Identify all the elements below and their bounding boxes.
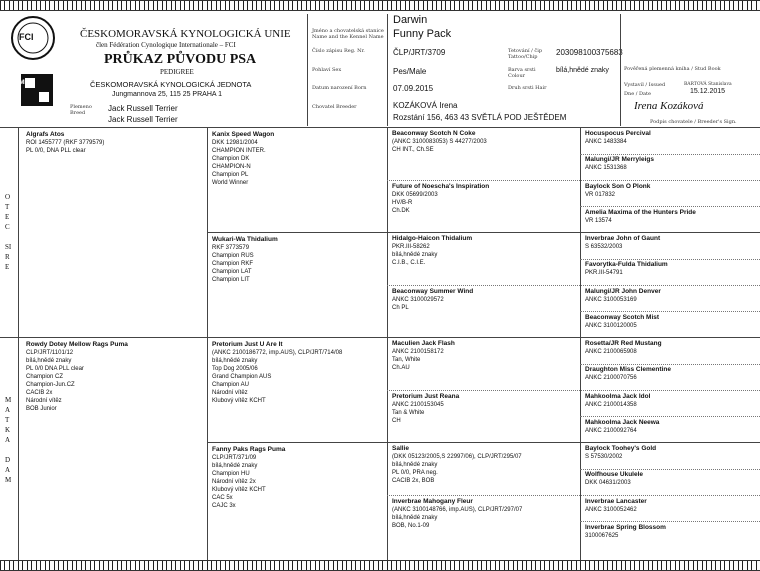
signature-label: Podpis chovatele / Breeder's Sign.: [650, 119, 737, 125]
ancestor-name: Mahkoolma Jack Idol: [585, 392, 651, 400]
ancestor-detail: ANKC 2100065908: [585, 349, 637, 355]
date-label: Dne / Date: [624, 91, 652, 97]
ancestor-detail: ČLP/JRT/371/09: [212, 455, 257, 461]
ancestor-name: Hidalgo-Haicon Thidalium: [392, 235, 473, 242]
issue-date: 15.12.2015: [690, 88, 726, 95]
ancestor-detail: ANKC 1531368: [585, 165, 627, 172]
ancestor-cell: [585, 183, 757, 199]
ancestor-detail: Top Dog 2005/06: [212, 366, 258, 372]
ancestor-detail: Národní vítěz: [26, 398, 62, 404]
ancestor-name: Inverbrae Mahogany Fleur: [392, 497, 473, 505]
ancestor-detail: Klubový vítěz KCHT: [212, 487, 266, 493]
ancestor-name: Draughton Miss Clementine: [585, 366, 671, 374]
breeder-address: Rozstání 156, 463 43 SVĚTLÁ POD JEŠTĚDEM: [393, 113, 567, 122]
org-title-2: ČESKOMORAVSKÁ KYNOLOGICKÁ JEDNOTA: [90, 80, 252, 89]
ancestor-detail: RKF 3773579: [212, 245, 250, 251]
ancestor-name: Favorytka-Fulda Thidalium: [585, 261, 668, 269]
ancestor-detail: CH INT., Ch.SE: [392, 147, 434, 153]
ancestor-name: Pretorium Just Reana: [392, 392, 460, 400]
ancestor-name: Beaconway Summer Wind: [392, 287, 474, 295]
ancestor-cell: [392, 393, 577, 425]
breeder-name: KOZÁKOVÁ Irena: [393, 101, 458, 110]
ancestor-name: Hocuspocus Percival: [585, 130, 651, 137]
ancestor-detail: BOB, No.1-09: [392, 522, 430, 529]
org-address: Jungmannova 25, 115 25 PRAHA 1: [112, 91, 223, 98]
ancestor-name: Rosetta/JR Red Mustang: [585, 340, 662, 347]
ancestor-detail: Champion LAT: [212, 269, 252, 275]
fci-cmku-logo: [8, 14, 58, 110]
ancestor-name: Beaconway Scotch N Coke: [392, 130, 476, 137]
born-value: 07.09.2015: [393, 84, 434, 93]
colour-value: bílá,hnědé znaky: [556, 67, 609, 74]
ancestor-detail: ANKC 1483384: [585, 139, 627, 145]
sex-label: Pohlaví Sex: [312, 67, 342, 73]
ancestor-cell: [392, 235, 577, 267]
ancestor-cell: [392, 498, 577, 530]
ancestor-detail: CH: [392, 417, 401, 424]
ancestor-cell: [585, 419, 757, 435]
ancestor-detail: CAC 5x: [212, 495, 233, 501]
ancestor-detail: CACIB 2x, BOB: [392, 478, 435, 484]
ancestor-detail: Champion HU: [212, 471, 250, 477]
ancestor-detail: (ANKC 3100148766, imp.AUS), ČLP/JRT/297/07: [392, 506, 523, 513]
ancestor-detail: ANKC 3100052462: [585, 506, 637, 513]
fci-text: FCI: [19, 32, 34, 42]
ancestor-cell: [26, 341, 204, 413]
ancestor-detail: BOB Junior: [26, 406, 57, 412]
ancestor-detail: DKK 12981/2004: [212, 140, 258, 146]
ancestor-name: Inverbrae Lancaster: [585, 497, 647, 505]
ancestor-detail: bílá,hnědé znaky: [212, 358, 258, 364]
top-border: [0, 0, 760, 11]
ancestor-name: Malungi/JR Merryleigs: [585, 156, 654, 164]
ancestor-cell: [585, 156, 757, 172]
ancestor-cell: [585, 314, 757, 330]
ancestor-cell: [585, 366, 757, 382]
ancestor-detail: S 63532/2003: [585, 244, 623, 250]
cmku-text: ČMKU: [15, 80, 33, 86]
ancestor-cell: [585, 288, 757, 304]
ancestor-name: Baylock Toohey's Gold: [585, 445, 657, 452]
ancestor-detail: (ANKC 3100083053) S 44277/2003: [392, 139, 487, 145]
sex-value: Pes/Male: [393, 67, 427, 76]
ancestor-name: Malungi/JR John Denver: [585, 287, 661, 295]
ancestor-detail: C.I.B., C.I.E.: [392, 260, 426, 266]
ancestor-detail: VR 017832: [585, 191, 616, 198]
issued-label: Vystavil / Issued: [624, 82, 666, 88]
ancestor-detail: ANKC 3100120005: [585, 322, 637, 329]
ancestor-name: Kanix Speed Wagon: [212, 131, 275, 138]
ancestor-detail: World Winner: [212, 180, 249, 186]
ancestor-cell: [392, 340, 577, 372]
reg-value: ČLP/JRT/3709: [393, 48, 446, 57]
ancestor-detail: ANKC 2100153045: [392, 401, 444, 408]
org-subtitle: člen Fédération Cynologique Internationale – FCI: [96, 41, 236, 49]
ancestor-detail: Ch PL: [392, 304, 409, 311]
ancestor-detail: 3100067625: [585, 532, 619, 539]
bottom-border: [0, 560, 760, 571]
ancestor-detail: CHAMPION INTER.: [212, 148, 266, 154]
ancestor-name: Beaconway Scotch Mist: [585, 313, 660, 321]
ancestor-detail: PKR.III-58262: [392, 244, 430, 250]
ancestor-detail: ANKC 2100158172: [392, 349, 444, 355]
ancestor-detail: Champion LIT: [212, 277, 250, 283]
ancestor-detail: Champion PL: [212, 172, 249, 178]
ancestor-detail: PL 0/0, PRA neg.: [392, 470, 438, 476]
ancestor-cell: [585, 209, 757, 225]
side-sire: SIRE: [5, 243, 12, 271]
ancestor-name: Algrafs Atos: [26, 131, 65, 138]
dog-name-1: Darwin: [393, 14, 428, 26]
ancestor-detail: Ch.DK: [392, 207, 410, 214]
ancestor-detail: PL 0/0, DNA PLL clear: [26, 148, 86, 154]
ancestor-cell: [585, 340, 757, 356]
ancestor-cell: [392, 445, 577, 485]
ancestor-cell: [392, 130, 577, 154]
ancestor-detail: CACIB 2x: [26, 390, 53, 396]
ancestor-name: Inverbrae Spring Blossom: [585, 523, 666, 531]
ancestor-detail: VR 13574: [585, 217, 612, 224]
ancestor-cell: [585, 524, 757, 540]
ancestor-detail: bílá,hnědé znaky: [392, 514, 438, 521]
side-otec: OTEC: [5, 193, 11, 231]
ancestor-detail: Champion DK: [212, 156, 250, 162]
breed-value-1: Jack Russell Terrier: [108, 104, 178, 113]
ancestor-detail: S 57530/2002: [585, 454, 623, 460]
ancestor-detail: Tan, White: [392, 357, 421, 363]
ancestor-detail: bílá,hnědé znaky: [26, 358, 72, 364]
ancestor-detail: Champion RKF: [212, 261, 254, 267]
ancestor-detail: HV/B-R: [392, 199, 413, 206]
ancestor-name: Inverbrae John of Gaunt: [585, 235, 661, 242]
ancestor-name: Rowdy Dotey Mellow Rags Puma: [26, 341, 128, 348]
ancestor-detail: Ch.AU: [392, 365, 410, 371]
ancestor-detail: ANKC 2100092764: [585, 427, 637, 434]
ancestor-detail: PKR.III-54791: [585, 270, 623, 277]
ancestor-detail: Champion AU: [212, 382, 250, 388]
ancestor-cell: [26, 131, 204, 155]
ancestor-detail: Champion CZ: [26, 374, 64, 380]
ancestor-cell: [585, 235, 757, 251]
ancestor-name: Fanny Paks Rags Puma: [212, 446, 286, 453]
ancestor-cell: [212, 131, 384, 187]
ancestor-name: Maculien Jack Flash: [392, 340, 455, 347]
ancestor-cell: [392, 183, 577, 215]
ancestor-cell: [585, 261, 757, 277]
ancestor-name: Pretorium Just U Are It: [212, 341, 283, 348]
ancestor-detail: ANKC 3100029572: [392, 296, 444, 303]
keeper-label: Pověřená plemenná kniha / Stud Book: [624, 66, 721, 72]
ancestor-detail: DKK 05699/2003: [392, 191, 438, 198]
org-title: ČESKOMORAVSKÁ KYNOLOGICKÁ UNIE: [80, 28, 291, 40]
ancestor-detail: (DKK 05123/2005,S 22997/06), ČLP/JRT/295/07: [392, 454, 522, 460]
ancestor-detail: Tan & White: [392, 409, 425, 416]
ancestor-detail: ROI 1455777 (RKF 3779579): [26, 140, 105, 146]
dog-name-2: Funny Pack: [393, 28, 452, 40]
ancestor-name: Sallie: [392, 445, 409, 452]
ancestor-detail: CHAMPION-N: [212, 164, 251, 170]
ancestor-detail: bílá,hnědé znaky: [392, 252, 438, 258]
breeder-signature: Irena Kozáková: [634, 100, 704, 112]
ancestor-cell: [585, 393, 757, 409]
ancestor-cell: [585, 498, 757, 514]
ancestor-detail: PL 0/0 DNA PLL clear: [26, 366, 84, 372]
breed-label: Plemeno Breed: [70, 104, 92, 116]
side-dam: DAM: [5, 456, 12, 484]
ancestor-cell: [392, 288, 577, 312]
ancestor-detail: (ANKC 2100186772, imp.AUS), ČLP/JRT/714/08: [212, 350, 343, 356]
ancestor-name: Wolfhouse Ukulele: [585, 471, 644, 479]
breeder-label: Chovatel Breeder: [312, 104, 357, 110]
side-matka: MATKA: [5, 396, 12, 444]
ancestor-name: Wukari-Wa Thidalium: [212, 236, 278, 243]
tattoo-label: Tetování / čip Tattoo/Chip: [508, 48, 543, 60]
ancestor-detail: Champion RUS: [212, 253, 254, 259]
chip-value: 203098100375683: [556, 48, 623, 57]
ancestor-name: Amelia Maxima of the Hunters Pride: [585, 208, 696, 216]
ancestor-detail: ANKC 2100014358: [585, 401, 637, 408]
ancestor-detail: Klubový vítěz KCHT: [212, 398, 266, 404]
ancestor-cell: [212, 341, 384, 405]
hair-label: Druh srsti Hair: [508, 85, 547, 91]
ancestor-cell: [585, 471, 757, 487]
ancestor-name: Baylock Son O Plonk: [585, 182, 651, 190]
born-label: Datum narození Born: [312, 85, 367, 91]
doc-subtitle: PEDIGREE: [160, 68, 194, 76]
name-label: Jméno a chovatelská stanice Name and the Kennel Name: [312, 28, 384, 40]
reg-label: Číslo zápisu Reg. Nr.: [312, 48, 365, 54]
ancestor-cell: [585, 130, 757, 146]
breed-value-2: Jack Russell Terrier: [108, 115, 178, 124]
ancestor-cell: [585, 445, 757, 461]
ancestor-detail: Grand Champion AUS: [212, 374, 272, 380]
ancestor-name: Mahkoolma Jack Neewa: [585, 418, 660, 426]
ancestor-detail: ANKC 2100070756: [585, 375, 637, 382]
ancestor-detail: Národní vítěz: [212, 390, 248, 396]
ancestor-detail: Národní vítěz 2x: [212, 479, 256, 485]
ancestor-name: Future of Noescha's Inspiration: [392, 182, 490, 190]
ancestor-detail: CAJC 3x: [212, 503, 236, 509]
ancestor-detail: Champion-Jun.CZ: [26, 382, 75, 388]
issued-value: BARTOVÁ Stanislava: [684, 82, 732, 87]
ancestor-detail: bílá,hnědé znaky: [392, 462, 438, 468]
ancestor-detail: bílá,hnědé znaky: [212, 463, 258, 469]
colour-label: Barva srsti Colour: [508, 67, 536, 79]
doc-title: PRŮKAZ PŮVODU PSA: [104, 52, 257, 67]
ancestor-detail: DKK 04631/2003: [585, 480, 631, 487]
ancestor-cell: [212, 446, 384, 510]
ancestor-detail: ANKC 3100053169: [585, 296, 637, 303]
ancestor-detail: ČLP/JRT/1101/12: [26, 350, 74, 356]
ancestor-cell: [212, 236, 384, 284]
